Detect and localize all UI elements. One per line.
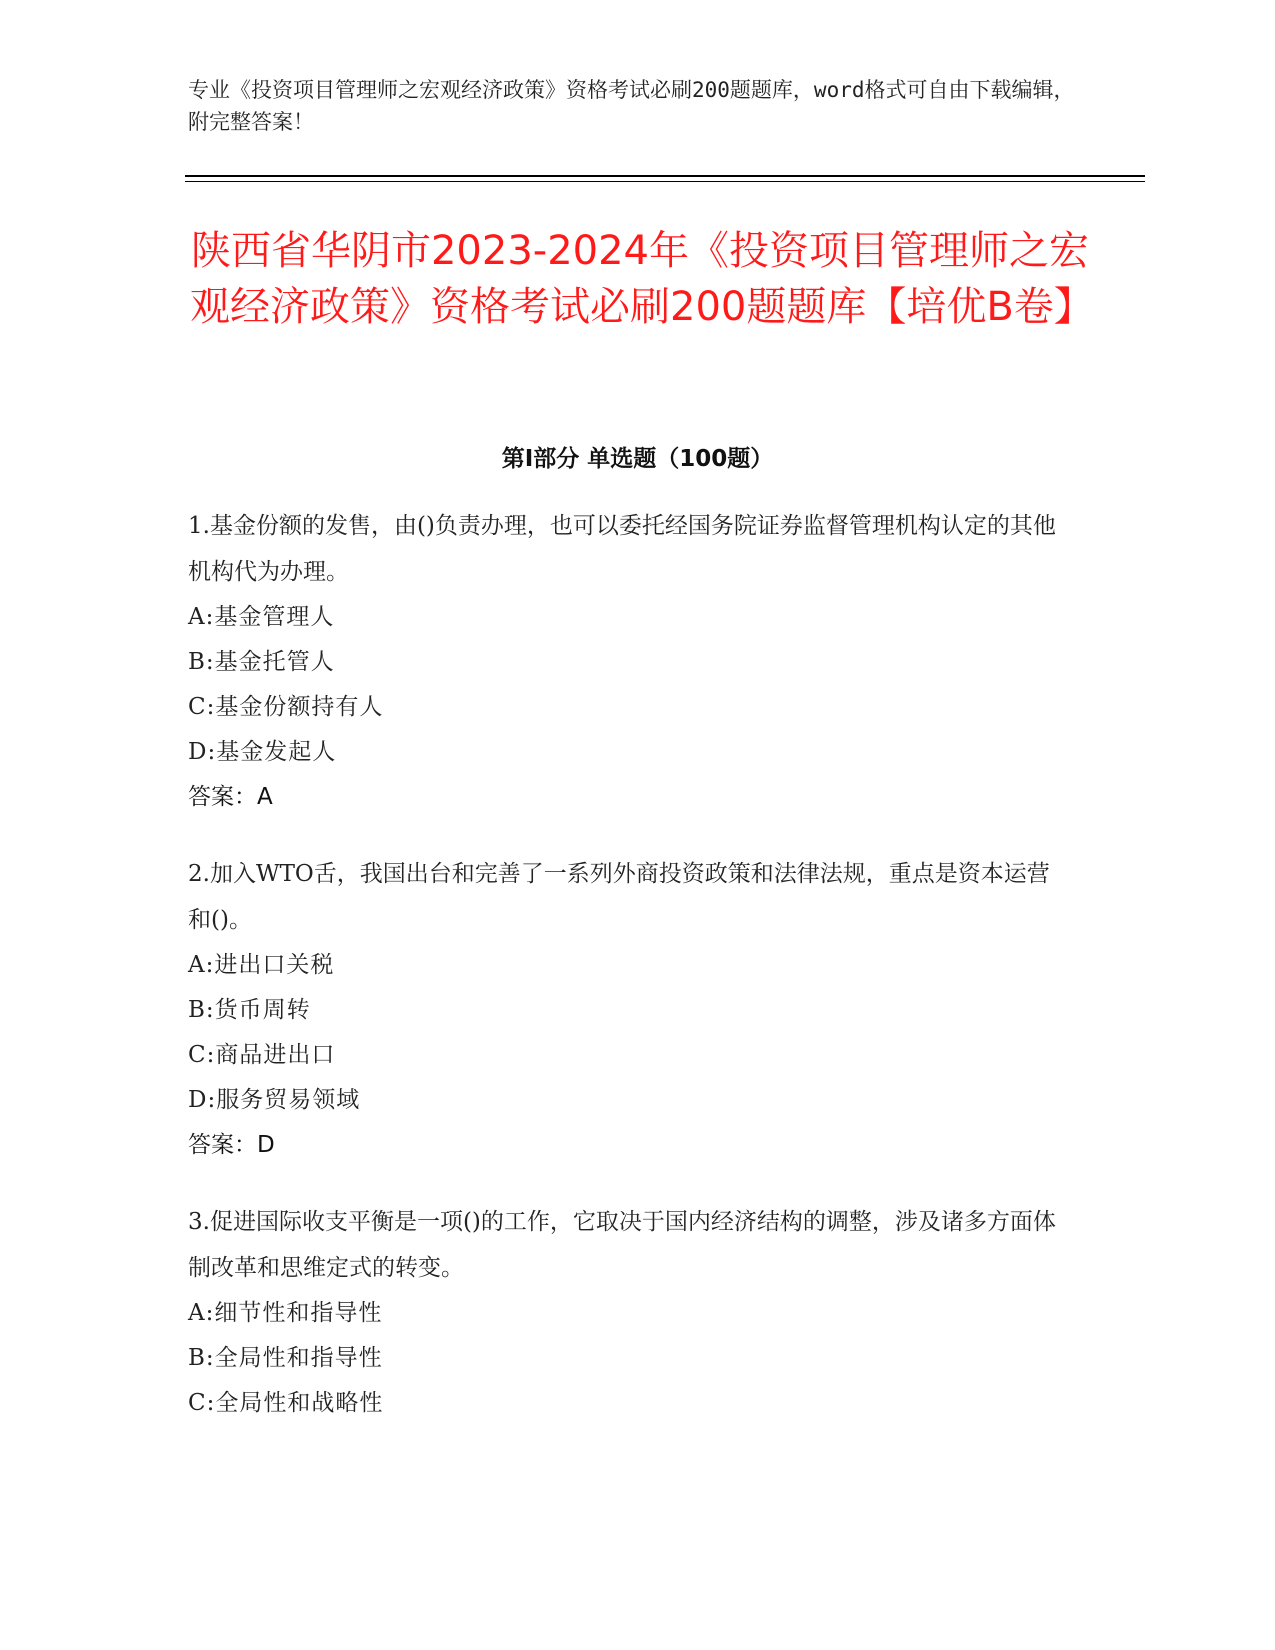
question-1: [188, 503, 1068, 820]
option-a: A:细节性和指导性: [188, 1300, 383, 1326]
option-c: C:商品进出口: [188, 1042, 336, 1068]
option-d: D:基金发起人: [188, 739, 337, 765]
section-heading: 第Ⅰ部分 单选题（100题）: [501, 446, 774, 472]
option-b: B:货币周转: [188, 997, 311, 1023]
question-2: [188, 851, 1068, 1168]
question-text: 3.促进国际收支平衡是一项()的工作，它取决于国内经济结构的调整，涉及诸多方面体制改革和思维定式的转变。: [188, 1209, 1056, 1281]
option-b: B:基金托管人: [188, 649, 335, 675]
header-note: 专业《投资项目管理师之宏观经济政策》资格考试必刷200题题库，word格式可自由下载编辑，附完整答案！: [188, 78, 1075, 134]
header-divider-thin: [185, 181, 1145, 182]
question-text: 2.加入WTO舌，我国出台和完善了一系列外商投资政策和法律法规，重点是资本运营和()。: [188, 861, 1050, 933]
answer: 答案：D: [188, 1132, 275, 1158]
option-a: A:进出口关税: [188, 952, 335, 978]
option-a: A:基金管理人: [188, 604, 335, 630]
header-divider: [185, 175, 1145, 177]
option-c: C:全局性和战略性: [188, 1390, 384, 1416]
answer: 答案：A: [188, 784, 273, 810]
option-c: C:基金份额持有人: [188, 694, 384, 720]
option-b: B:全局性和指导性: [188, 1345, 383, 1371]
option-d: D:服务贸易领域: [188, 1087, 361, 1113]
question-3: [188, 1199, 1068, 1426]
document-title: 陕西省华阴市2023-2024年《投资项目管理师之宏观经济政策》资格考试必刷200题题库【培优B卷】: [190, 228, 1094, 330]
question-text: 1.基金份额的发售，由()负责办理，也可以委托经国务院证券监督管理机构认定的其他机构代为办理。: [188, 513, 1056, 585]
